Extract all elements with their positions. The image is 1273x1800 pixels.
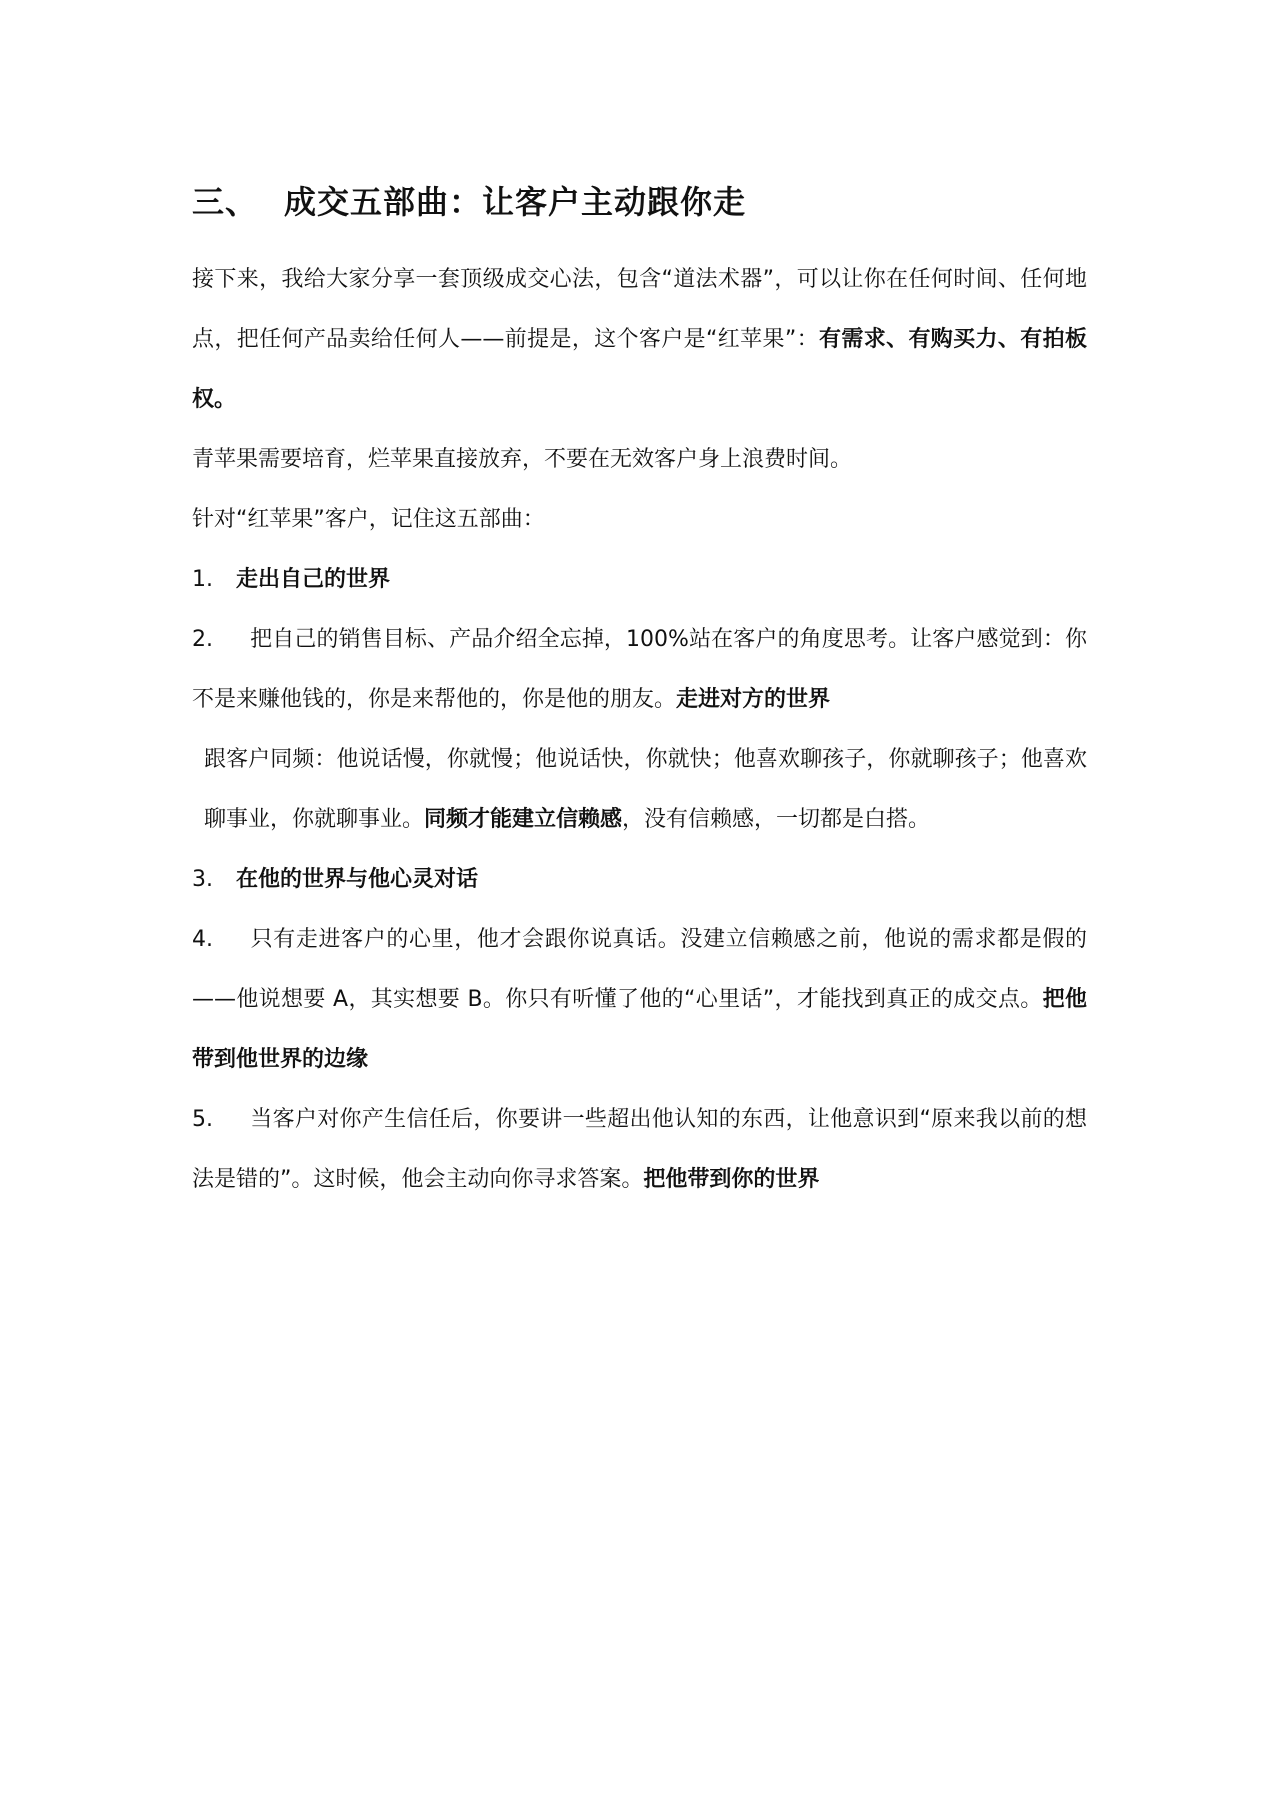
list-item-3	[192, 850, 1087, 910]
list-number-1: 1.	[192, 567, 213, 592]
intro-text: 接下来，我给大家分享一套顶级成交心法，包含“道法术器”，可以让你在任何时间、任何地点，把任何产品卖给任何人——前提是，这个客户是“红苹果”：	[192, 267, 1087, 352]
list-number-2: 2.	[192, 627, 213, 652]
section-title-text: 成交五部曲：让客户主动跟你走	[284, 183, 747, 221]
list-item-5	[192, 1090, 1087, 1210]
intro-bold-text: 有需求、有购买力、有拍板权。	[192, 327, 1087, 412]
five-steps-intro	[192, 490, 1087, 550]
sync-bold-text: 同频才能建立信赖感	[424, 807, 623, 832]
sync-paragraph	[192, 730, 1087, 850]
list-number-5: 5.	[192, 1107, 213, 1132]
list-item-2	[192, 610, 1087, 730]
green-apple-text: 青苹果需要培育，烂苹果直接放弃，不要在无效客户身上浪费时间。	[192, 447, 853, 472]
sync-text-end: ，没有信赖感，一切都是白搭。	[622, 807, 931, 832]
intro-paragraph	[192, 250, 1087, 430]
list-number-4: 4.	[192, 927, 213, 952]
list-item-2-bold: 走进对方的世界	[676, 687, 831, 712]
list-item-5-text: 当客户对你产生信任后，你要讲一些超出他认知的东西，让他意识到“原来我以前的想法是错的”。这时候，他会主动向你寻求答案。	[192, 1107, 1087, 1192]
list-item-4-bold: 把他带到他世界的边缘	[192, 987, 1087, 1072]
list-item-2-text: 把自己的销售目标、产品介绍全忘掉，100%站在客户的角度思考。让客户感觉到：你不是来赚他钱的，你是来帮他的，你是他的朋友。	[192, 627, 1087, 712]
section-number: 三、	[192, 183, 259, 221]
document-content	[192, 172, 1087, 1210]
list-item-1	[192, 550, 1087, 610]
list-item-5-bold: 把他带到你的世界	[643, 1167, 820, 1192]
list-item-4	[192, 910, 1087, 1090]
list-item-4-text: 只有走进客户的心里，他才会跟你说真话。没建立信赖感之前，他说的需求都是假的——他说想要 A，其实想要 B。你只有听懂了他的“心里话”，才能找到真正的成交点。	[192, 927, 1087, 1012]
list-number-3: 3.	[192, 867, 213, 892]
five-steps-intro-text: 针对“红苹果”客户，记住这五部曲：	[192, 507, 545, 532]
green-apple-paragraph	[192, 430, 1087, 490]
list-item-3-bold: 在他的世界与他心灵对话	[236, 867, 479, 892]
list-item-1-bold: 走出自己的世界	[236, 567, 391, 592]
section-title	[192, 172, 1087, 232]
sync-text: 跟客户同频：他说话慢，你就慢；他说话快，你就快；他喜欢聊孩子，你就聊孩子；他喜欢聊事业，你就聊事业。	[204, 747, 1087, 832]
